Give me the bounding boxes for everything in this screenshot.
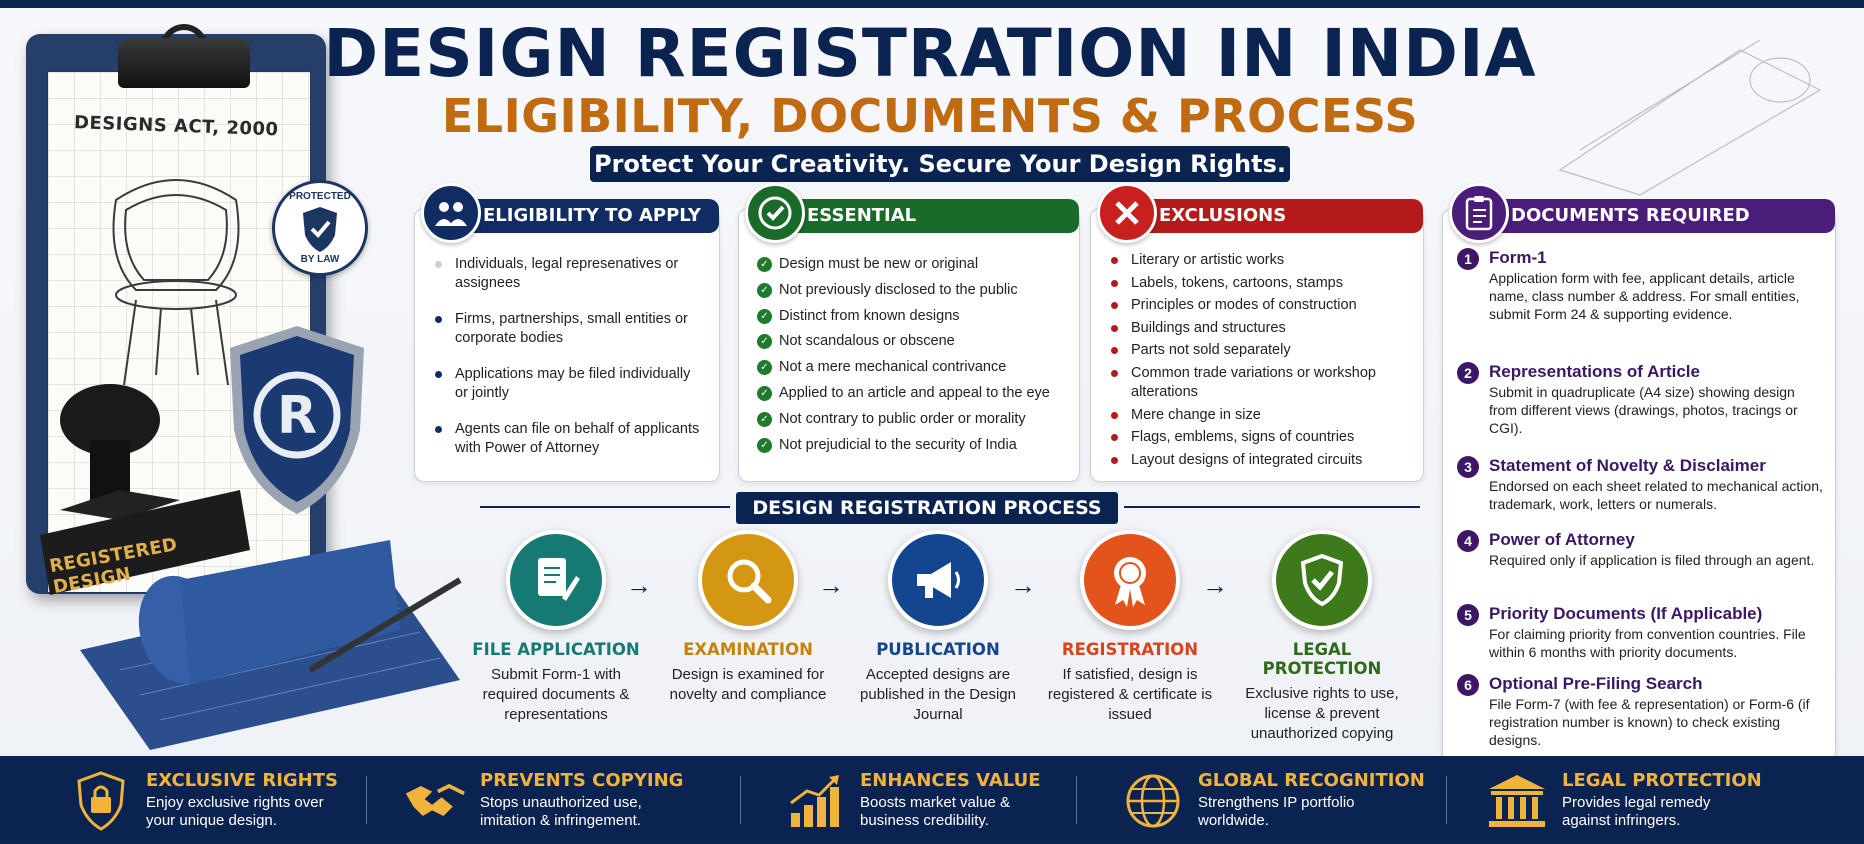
certificate-icon — [1080, 530, 1180, 630]
eligibility-card — [414, 205, 720, 482]
people-icon — [421, 183, 481, 243]
document-item: 5 Priority Documents (If Applicable) For claiming priority from convention countries. File within 6 months with priority documents. — [1457, 603, 1825, 661]
eligibility-list — [433, 255, 707, 475]
list-item: Mere change in size — [1109, 406, 1411, 425]
check-icon: ✓ — [757, 257, 772, 272]
close-x-icon — [1097, 183, 1157, 243]
document-item: 2 Representations of Article Submit in quadruplicate (A4 size) showing design from different views (drawings, photos, tracings or CGI). — [1457, 361, 1825, 437]
handshake-icon — [404, 770, 466, 832]
page-subtitle: ELIGIBILITY, DOCUMENTS & PROCESS — [441, 89, 1419, 143]
process-step-publication: PUBLICATION Accepted designs are published in the Design Journal — [848, 530, 1028, 725]
lock-shield-icon — [70, 770, 132, 832]
document-item: 4 Power of Attorney Required only if application is filed through an agent. — [1457, 529, 1825, 569]
requirements-card — [738, 205, 1080, 482]
list-item: Common trade variations or workshop alterations — [1109, 364, 1411, 402]
check-icon: ✓ — [757, 438, 772, 453]
exclusions-heading: EXCLUSIONS — [1115, 199, 1423, 233]
growth-chart-icon — [784, 770, 846, 832]
document-item: 3 Statement of Novelty & Disclaimer Endorsed on each sheet related to mechanical action, trademark, work, letters or numerals. — [1457, 455, 1825, 513]
document-item: 1 Form-1 Application form with fee, applicant details, article name, class number & address. For small entities, submit Form 24 & supporting evidence. — [1457, 247, 1825, 323]
document-item: 6 Optional Pre-Filing Search File Form-7 (with fee & representation) or Form-6 (if registration number is known) to check existing designs. — [1457, 673, 1825, 749]
check-icon: ✓ — [757, 386, 772, 401]
megaphone-icon — [888, 530, 988, 630]
shield-symbol: R — [276, 386, 318, 446]
exclusions-card — [1090, 205, 1424, 482]
process-heading: DESIGN REGISTRATION PROCESS — [736, 492, 1118, 524]
eligibility-heading: ELIGIBILITY TO APPLY — [439, 199, 719, 233]
process-divider-left — [480, 506, 730, 508]
footer-separator — [740, 776, 741, 824]
list-item: Buildings and structures — [1109, 319, 1411, 338]
documents-heading: DOCUMENTS REQUIRED — [1467, 199, 1835, 233]
list-item: ✓ Not previously disclosed to the public — [757, 281, 1067, 300]
list-item: Parts not sold separately — [1109, 341, 1411, 360]
seal-text-top: PROTECTED — [289, 191, 351, 202]
magnifier-icon — [698, 530, 798, 630]
clipboard-list-icon — [1449, 183, 1509, 243]
target-check-icon — [745, 183, 805, 243]
technical-sketch-icon — [1540, 30, 1840, 200]
footer-separator — [1076, 776, 1077, 824]
stamp-label: REGISTERED DESIGN — [47, 534, 179, 598]
list-item: Layout designs of integrated circuits — [1109, 451, 1411, 470]
list-item: ✓ Not prejudicial to the security of India — [757, 436, 1067, 455]
check-icon: ✓ — [757, 334, 772, 349]
arrow-right-icon: → — [626, 570, 652, 600]
list-item: Applications may be filed individually or jointly — [433, 365, 707, 403]
check-icon: ✓ — [757, 412, 772, 427]
shield-check-icon — [1272, 530, 1372, 630]
list-item: ✓ Not contrary to public order or morality — [757, 410, 1067, 429]
list-item: ✓ Applied to an article and appeal to the eye — [757, 384, 1067, 403]
benefits-footer: EXCLUSIVE RIGHTS Enjoy exclusive rights over your unique design. PREVENTS COPYING Stops unauthorized use, imitation & infringement. ENHANCES VALUE Boosts market value & business credibility. GLOBAL RECOGNITION Strengthens IP portfolio worldwide. LEGAL PROTECTION Provides legal remedy against infringers. — [0, 756, 1864, 844]
clipboard-title: DESIGNS ACT, 2000 — [73, 112, 279, 141]
check-icon: ✓ — [757, 283, 772, 298]
list-item: Principles or modes of construction — [1109, 296, 1411, 315]
list-item: Firms, partnerships, small entities or corporate bodies — [433, 310, 707, 348]
courthouse-icon — [1486, 770, 1548, 832]
check-icon: ✓ — [757, 360, 772, 375]
process-step-file: FILE APPLICATION Submit Form-1 with required documents & representations — [466, 530, 646, 725]
list-item: ✓ Not a mere mechanical contrivance — [757, 358, 1067, 377]
check-icon: ✓ — [757, 309, 772, 324]
arrow-right-icon: → — [818, 570, 844, 600]
clipboard-clamp — [118, 38, 250, 88]
requirements-list — [757, 255, 1067, 461]
list-item: Literary or artistic works — [1109, 251, 1411, 270]
blueprint-roll-icon — [60, 520, 470, 750]
list-item: Labels, tokens, cartoons, stamps — [1109, 274, 1411, 293]
list-item: ✓ Design must be new or original — [757, 255, 1067, 274]
process-step-legal: LEGAL PROTECTION Exclusive rights to use, license & prevent unauthorized copying — [1232, 530, 1412, 744]
seal-text-bottom: BY LAW — [300, 254, 340, 265]
requirements-heading: ESSENTIAL REQUIREMENTS — [763, 199, 1079, 233]
process-step-registration: REGISTRATION If satisfied, design is registered & certificate is issued — [1040, 530, 1220, 725]
list-item: ✓ Distinct from known designs — [757, 307, 1067, 326]
footer-separator — [1446, 776, 1447, 824]
footer-separator — [366, 776, 367, 824]
page-title: DESIGN REGISTRATION IN INDIA — [323, 15, 1537, 92]
process-divider-right — [1124, 506, 1420, 508]
exclusions-list — [1109, 251, 1411, 473]
arrow-right-icon: → — [1202, 570, 1228, 600]
top-border — [0, 0, 1864, 8]
list-item: Agents can file on behalf of applicants with Power of Attorney — [433, 420, 707, 458]
documents-card — [1442, 205, 1836, 762]
protected-seal — [272, 180, 368, 276]
list-item: ✓ Not scandalous or obscene — [757, 332, 1067, 351]
process-step-examination: EXAMINATION Design is examined for novelty and compliance — [658, 530, 838, 705]
globe-icon — [1122, 770, 1184, 832]
list-item: Flags, emblems, signs of countries — [1109, 428, 1411, 447]
document-pen-icon — [506, 530, 606, 630]
arrow-right-icon: → — [1010, 570, 1036, 600]
tagline-banner: Protect Your Creativity. Secure Your Design Rights. — [590, 146, 1290, 182]
list-item: Individuals, legal represenatives or assignees — [433, 255, 707, 293]
